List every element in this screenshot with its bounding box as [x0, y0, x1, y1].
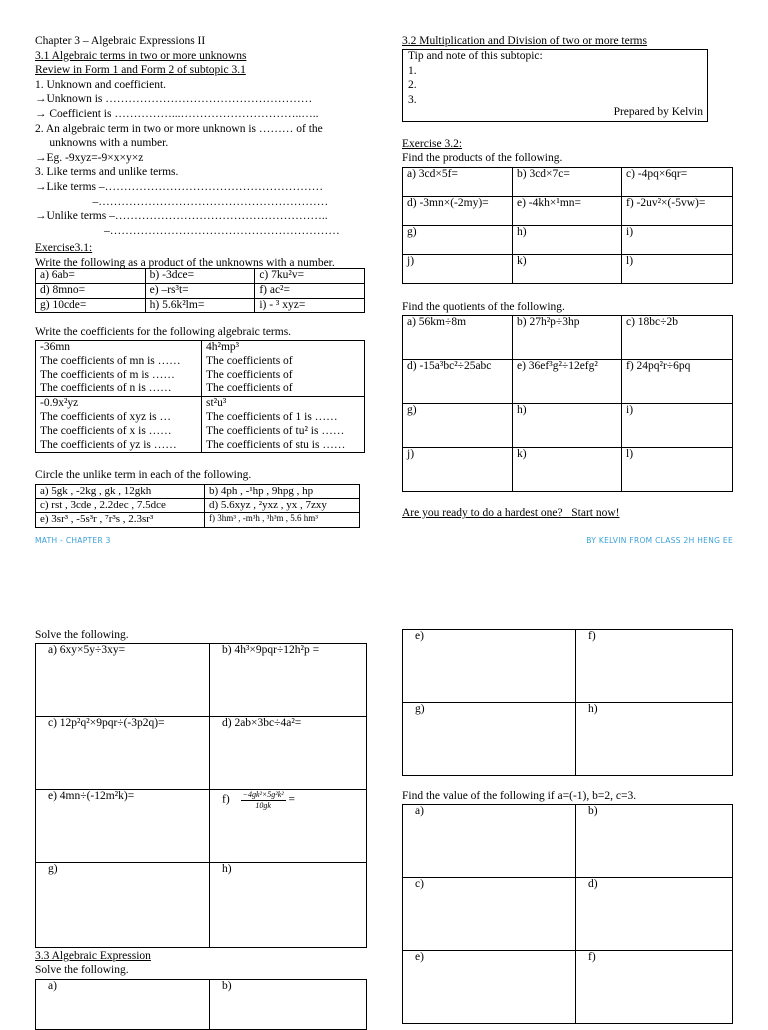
table-cell: a) — [36, 980, 210, 1030]
coef-line: The coefficients of mn is …… — [40, 354, 181, 367]
table-cell: d) -3mn×(-2my)= — [403, 197, 513, 226]
table-cell: f) — [576, 630, 733, 703]
tip-heading: Tip and note of this subtopic: — [408, 50, 543, 62]
text-line: unknowns with a number. — [35, 137, 169, 150]
table-cell: d) -15a³bc²÷25abc — [403, 360, 513, 404]
fraction-denominator: 10gk — [255, 800, 271, 810]
table-cell: e) — [403, 951, 576, 1024]
table-cell — [210, 790, 367, 863]
table-cell: e) 3sr³ , -5s³r , ⁷r³s , 2.3sr³ — [36, 513, 205, 527]
value-heading: Find the value of the following if a=(-1), b=2, c=3. — [402, 790, 637, 802]
table-cell: a) 3cd×5f= — [403, 168, 513, 197]
table-cell: b) 3cd×7c= — [513, 168, 622, 197]
text-line: 3. Like terms and unlike terms. — [35, 166, 179, 179]
table-cell: g) — [403, 226, 513, 255]
exercise-instruction: Write the following as a product of the unknowns with a number. — [35, 256, 335, 269]
table-cell: f) 24pq²r÷6pq — [622, 360, 733, 404]
text-line: 1. Unknown and coefficient. — [35, 78, 167, 91]
exercise-heading: Exercise3.1: — [35, 242, 93, 255]
table-cell: g) — [403, 703, 576, 776]
value-table — [402, 804, 733, 1024]
page1-left-text — [35, 35, 370, 272]
table-cell: b) — [576, 805, 733, 878]
cell-label: f) — [222, 793, 230, 806]
table-cell: b) 4h³×9pqr÷12h²p = — [210, 644, 367, 717]
text-line: → Coefficient is ……………...…………………………..….. — [35, 107, 319, 120]
footer-right: BY KELVIN FROM CLASS 2H HENG EE — [586, 536, 733, 545]
subtopic-title: 3.1 Algebraic terms in two or more unknowns — [35, 49, 247, 62]
table-cell: l) — [622, 448, 733, 492]
tip-item: 2. — [408, 79, 417, 92]
term: -36mn — [40, 341, 71, 353]
table-cell: d) — [576, 878, 733, 951]
solve2-table — [35, 979, 367, 1030]
term: st²u³ — [206, 397, 227, 410]
table-cell: e) -4kh×¹mn= — [513, 197, 622, 226]
coef-line: The coefficients of m is …… — [40, 368, 175, 381]
table-cell: i) — [622, 404, 733, 448]
fraction-numerator: −4gk²×5g²k² — [242, 790, 284, 799]
text-line: →Like terms –………………………………………………… — [35, 180, 324, 193]
table-cell: b) — [210, 980, 367, 1030]
table-cell: a) 6ab= — [36, 269, 146, 284]
table-cell: k) — [513, 255, 622, 284]
table-cell: h) — [210, 863, 367, 948]
coefficient-heading: Write the coefficients for the following algebraic terms. — [35, 326, 292, 338]
continued-table — [402, 629, 733, 776]
section-3-3-title: 3.3 Algebraic Expression — [35, 950, 151, 962]
coef-line: The coefficients of stu is …… — [206, 438, 346, 451]
solve2-heading: Solve the following. — [35, 964, 129, 976]
table-cell: g) — [36, 863, 210, 948]
table-cell: b) 4ph , -¹hp , 9hpg , hp — [205, 485, 360, 499]
table-cell — [36, 341, 202, 397]
table-cell: c) -4pq×6qr= — [622, 168, 733, 197]
section-3-2-title: 3.2 Multiplication and Division of two or more terms — [402, 35, 647, 47]
table-cell: f) ac²= — [255, 283, 365, 298]
table-cell: d) 5.6xyz , ²yxz , yx , 7zxy — [205, 499, 360, 513]
exercise-3-2-heading: Exercise 3.2: — [402, 138, 463, 150]
table-cell: g) — [403, 404, 513, 448]
table-cell: d) 2ab×3bc÷4a²= — [210, 717, 367, 790]
text-line: –…………………………………………………… — [35, 224, 340, 237]
coefficient-table — [35, 340, 365, 453]
exercise-3-1-table — [35, 268, 365, 313]
circle-heading: Circle the unlike term in each of the following. — [35, 469, 252, 481]
quotients-heading: Find the quotients of the following. — [402, 301, 565, 313]
equals-sign: = — [288, 793, 296, 806]
text-line: –…………………………………………………… — [35, 195, 329, 208]
table-cell: h) — [513, 226, 622, 255]
table-cell: b) 27h²p÷3hp — [513, 316, 622, 360]
tip-box — [402, 49, 708, 122]
table-cell: j) — [403, 448, 513, 492]
coef-line: The coefficients of 1 is …… — [206, 410, 338, 423]
review-heading: Review in Form 1 and Form 2 of subtopic 3.1 — [35, 64, 246, 77]
quotients-table — [402, 315, 733, 492]
products-heading: Find the products of the following. — [402, 152, 563, 164]
table-cell: c) — [403, 878, 576, 951]
coef-line: The coefficients of — [206, 382, 293, 395]
footer-left: MATH - CHAPTER 3 — [35, 536, 111, 545]
text-line: →Unknown is ……………………………………………… — [35, 93, 313, 106]
table-cell: c) 18bc÷2b — [622, 316, 733, 360]
table-cell: e) –rs³t= — [145, 283, 255, 298]
circle-table — [35, 484, 360, 528]
term: 4h²mp³ — [206, 341, 240, 353]
table-cell: a) — [403, 805, 576, 878]
table-cell: h) — [513, 404, 622, 448]
prepared-by: Prepared by Kelvin — [613, 106, 703, 119]
table-cell: e) — [403, 630, 576, 703]
table-cell — [202, 397, 365, 453]
table-cell: h) — [576, 703, 733, 776]
challenge-line: Are you ready to do a hardest one? Start now! — [402, 507, 620, 519]
table-cell: e) 4mn÷(-12m²k)= — [36, 790, 210, 863]
table-cell: i) - ³ xyz= — [255, 298, 365, 313]
tip-item: 3. — [408, 93, 417, 106]
table-cell: h) 5.6k²lm= — [145, 298, 255, 313]
term: -0.9x²yz — [40, 397, 79, 410]
solve-heading: Solve the following. — [35, 629, 129, 641]
coef-line: The coefficients of tu² is …… — [206, 424, 345, 437]
table-cell: d) 8mno= — [36, 283, 146, 298]
table-cell: c) 12p²q²×9pqr÷(-3p2q)= — [36, 717, 210, 790]
fraction — [241, 790, 286, 810]
table-cell: f) — [576, 951, 733, 1024]
text-line: 2. An algebraic term in two or more unknown is ……… of the — [35, 122, 323, 135]
coef-line: The coefficients of — [206, 354, 293, 367]
coef-line: The coefficients of n is …… — [40, 382, 172, 395]
tip-item: 1. — [408, 64, 417, 77]
table-cell: g) 10cde= — [36, 298, 146, 313]
table-cell: k) — [513, 448, 622, 492]
coef-line: The coefficients of x is …… — [40, 424, 172, 437]
products-table — [402, 167, 733, 284]
chapter-title: Chapter 3 – Algebraic Expressions II — [35, 35, 206, 47]
table-cell: f) 3hm³ , -m³h , ³h³m , 5.6 hm³ — [205, 513, 360, 527]
table-cell: a) 6xy×5y÷3xy= — [36, 644, 210, 717]
coef-line: The coefficients of xyz is … — [40, 410, 172, 423]
table-cell: a) 56km÷8m — [403, 316, 513, 360]
table-cell: c) 7ku²v= — [255, 269, 365, 284]
coef-line: The coefficients of yz is …… — [40, 438, 177, 451]
table-cell: e) 36ef³g²÷12efg² — [513, 360, 622, 404]
table-cell: b) -3dce= — [145, 269, 255, 284]
table-cell: j) — [403, 255, 513, 284]
solve-table — [35, 643, 367, 948]
table-cell: l) — [622, 255, 733, 284]
table-cell: i) — [622, 226, 733, 255]
table-cell: c) rst , 3cde , 2.2dec , 7.5dce — [36, 499, 205, 513]
table-cell: f) -2uv²×(-5vw)= — [622, 197, 733, 226]
table-cell — [202, 341, 365, 397]
table-cell — [36, 397, 202, 453]
text-line: →Unlike terms –……………………………………………….. — [35, 210, 328, 223]
table-cell: a) 5gk , -2kg , gk , 12gkh — [36, 485, 205, 499]
text-line: →Eg. -9xyz=-9×x×y×z — [35, 151, 144, 164]
coef-line: The coefficients of — [206, 368, 293, 381]
